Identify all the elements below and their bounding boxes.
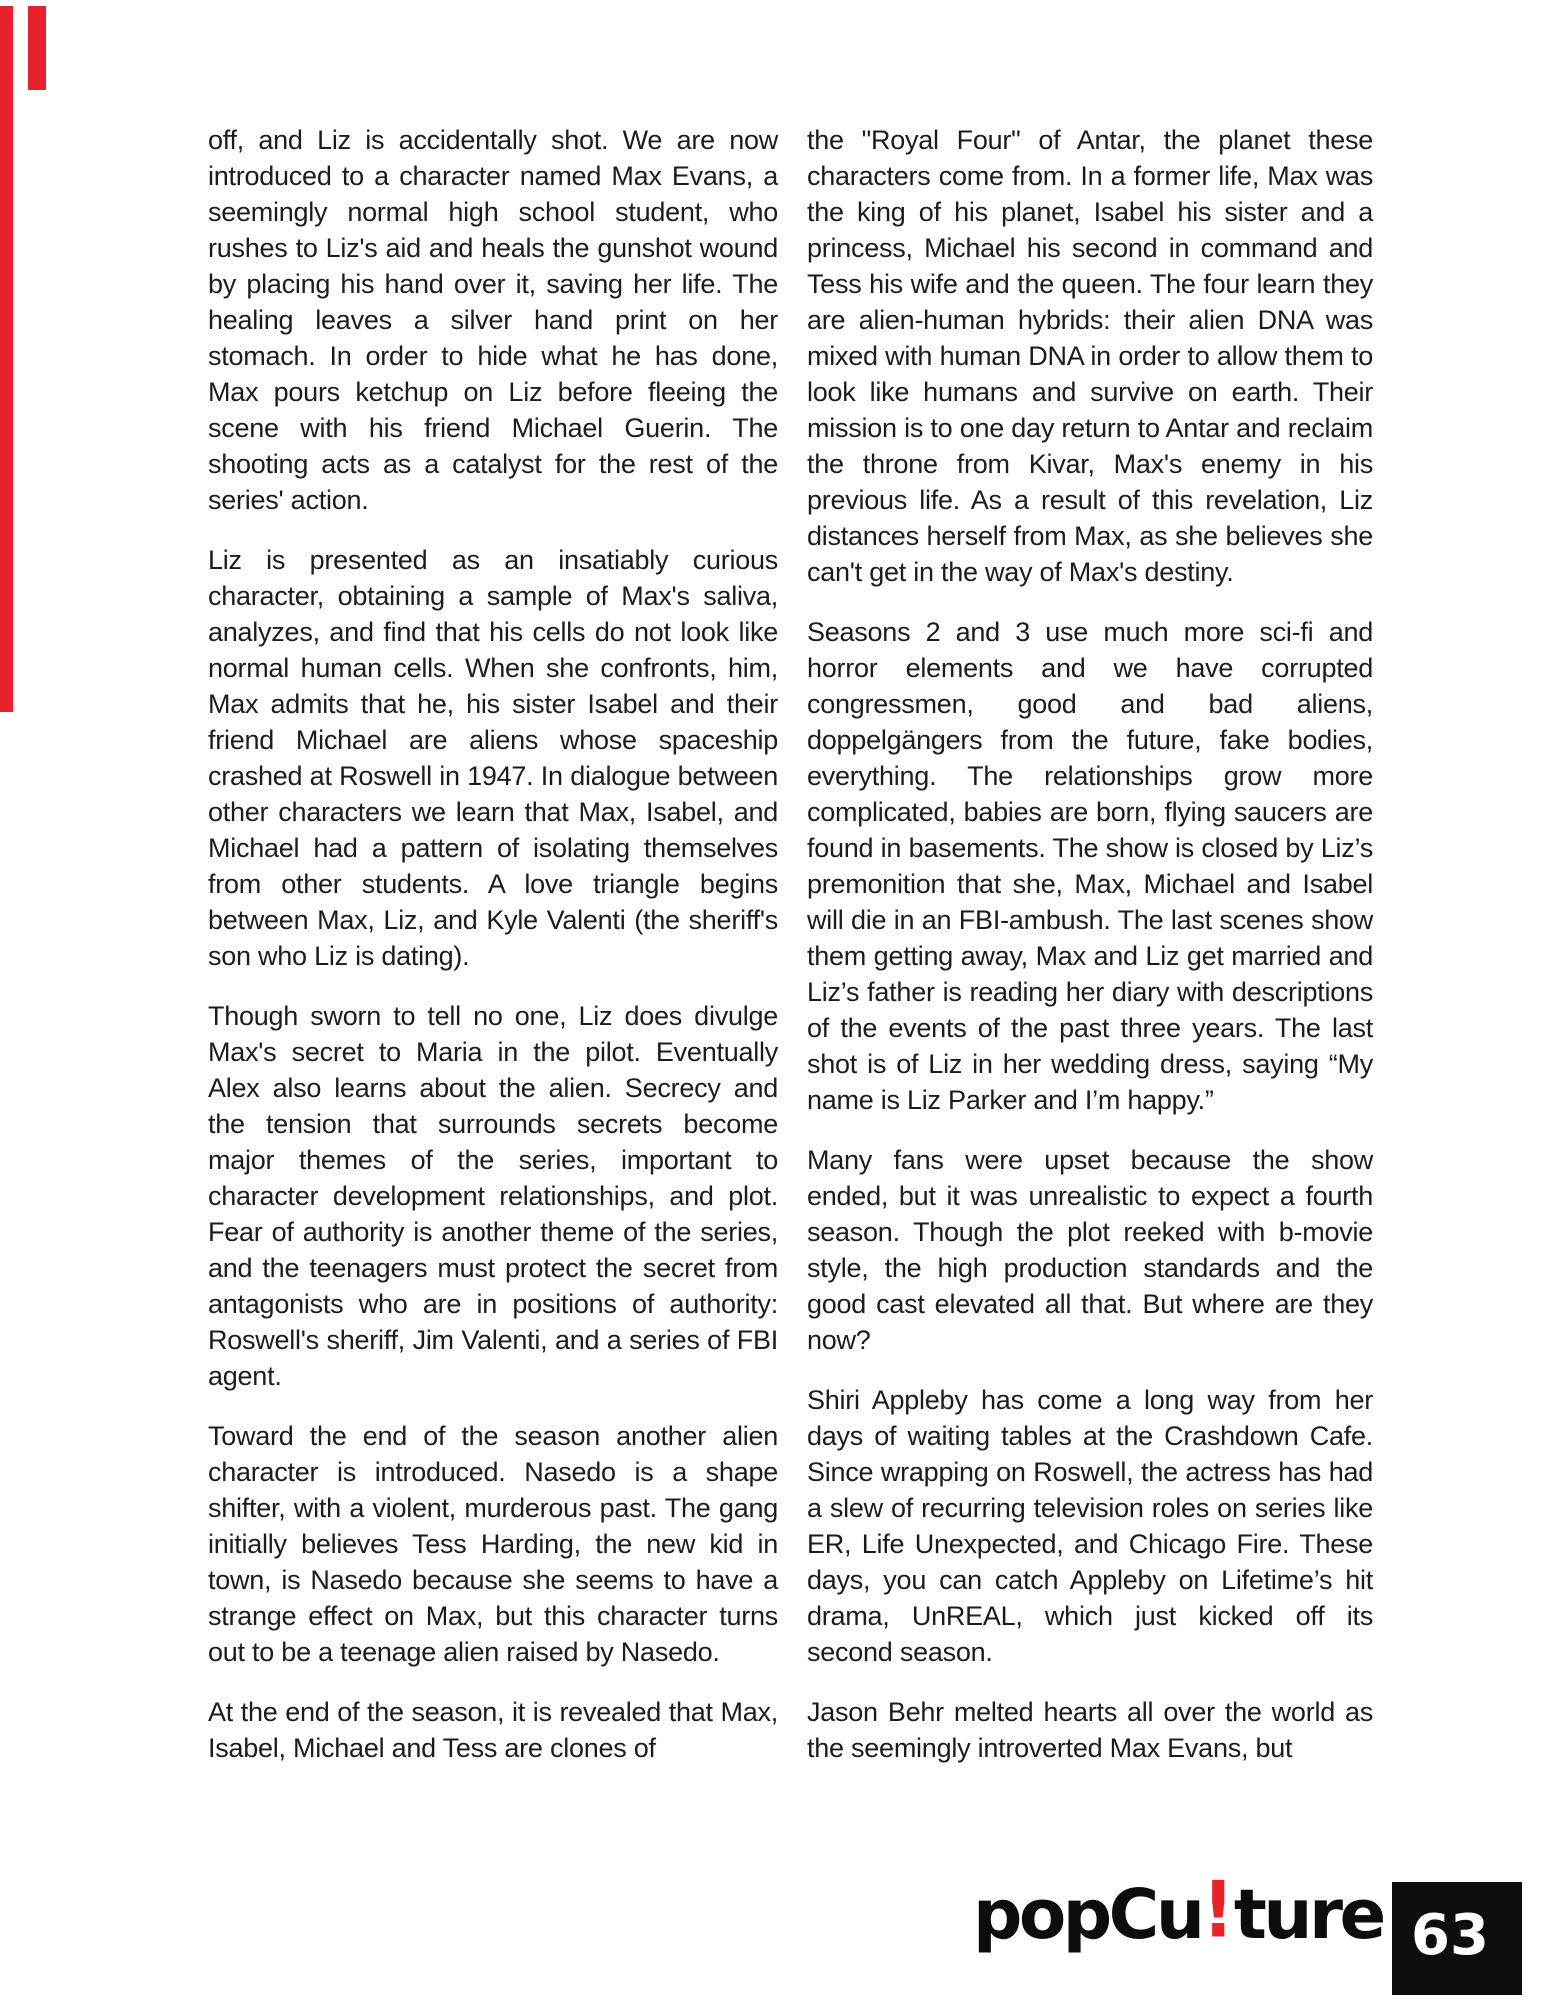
paragraph: off, and Liz is accidentally shot. We are now introduced to a character named Max Evans, a seemingly normal high school student, who rushes to Liz's aid and heals the gunshot wound by placing his hand over it, saving her life. The healing leaves a silver hand print on her stomach. In order to hide what he has done, Max pours ketchup on Liz before fleeing the scene with his friend Michael Guerin. The shooting acts as a catalyst for the rest of the series' action. [208, 125, 778, 515]
page-number-badge [1392, 1882, 1522, 1995]
logo-text-pre: popCu [973, 1875, 1202, 1955]
paragraph: Jason Behr melted hearts all over the world as the seemingly introverted Max Evans, but [807, 1697, 1373, 1763]
paragraph: Shiri Appleby has come a long way from her days of waiting tables at the Crashdown Cafe. Since wrapping on Roswell, the actress has had a slew of recurring television roles on series like ER, Life Unexpected, and Chicago Fire. These days, you can catch Appleby on Lifetime’s hit drama, UnREAL, which just kicked off its second season. [807, 1385, 1373, 1667]
logo-text-post: ture [1233, 1875, 1383, 1955]
article-column-right [807, 122, 1373, 1766]
top-left-accent-bar [28, 6, 46, 90]
paragraph: Liz is presented as an insatiably curious character, obtaining a sample of Max's saliva, analyzes, and find that his cells do not look like normal human cells. When she confronts, him, Max admits that he, his sister Isabel and their friend Michael are aliens whose spaceship crashed at Roswell in 1947. In dialogue between other characters we learn that Max, Isabel, and Michael had a pattern of isolating themselves from other students. A love triangle begins between Max, Liz, and Kyle Valenti (the sheriff's son who Liz is dating). [208, 545, 778, 971]
paragraph: Seasons 2 and 3 use much more sci-fi and horror elements and we have corrupted congressmen, good and bad aliens, doppelgängers from the future, fake bodies, everything. The relationships grow more complicated, babies are born, flying saucers are found in basements. The show is closed by Liz’s premonition that she, Max, Michael and Isabel will die in an FBI-ambush. The last scenes show them getting away, Max and Liz get married and Liz’s father is reading her diary with descriptions of the events of the past three years. The last shot is of Liz in her wedding dress, saying “My name is Liz Parker and I’m happy.” [807, 617, 1373, 1115]
paragraph: Many fans were upset because the show ended, but it was unrealistic to expect a fourth season. Though the plot reeked with b-movie style, the high production standards and the good cast elevated all that. But where are they now? [807, 1145, 1373, 1355]
paragraph: At the end of the season, it is revealed that Max, Isabel, Michael and Tess are clones of [208, 1697, 778, 1763]
logo-exclamation-mark: ! [1202, 1866, 1233, 1956]
paragraph: the "Royal Four" of Antar, the planet these characters come from. In a former life, Max was the king of his planet, Isabel his sister and a princess, Michael his second in command and Tess his wife and the queen. The four learn they are alien-human hybrids: their alien DNA was mixed with human DNA in order to allow them to look like humans and survive on earth. Their mission is to one day return to Antar and reclaim the throne from Kivar, Max's enemy in his previous life. As a result of this revelation, Liz distances herself from Max, as she believes she can't get in the way of Max's destiny. [807, 125, 1373, 587]
article-column-left [208, 122, 778, 1766]
popculture-logo [973, 1866, 1383, 1956]
left-edge-accent-bar [0, 6, 13, 712]
paragraph: Toward the end of the season another alien character is introduced. Nasedo is a shape shifter, with a violent, murderous past. The gang initially believes Tess Harding, the new kid in town, is Nasedo because she seems to have a strange effect on Max, but this character turns out to be a teenage alien raised by Nasedo. [208, 1421, 778, 1667]
paragraph: Though sworn to tell no one, Liz does divulge Max's secret to Maria in the pilot. Eventually Alex also learns about the alien. Secrecy and the tension that surrounds secrets become major themes of the series, important to character development relationships, and plot. Fear of authority is another theme of the series, and the teenagers must protect the secret from antagonists who are in positions of authority: Roswell's sheriff, Jim Valenti, and a series of FBI agent. [208, 1001, 778, 1391]
page-number: 63 [1411, 1902, 1489, 1968]
